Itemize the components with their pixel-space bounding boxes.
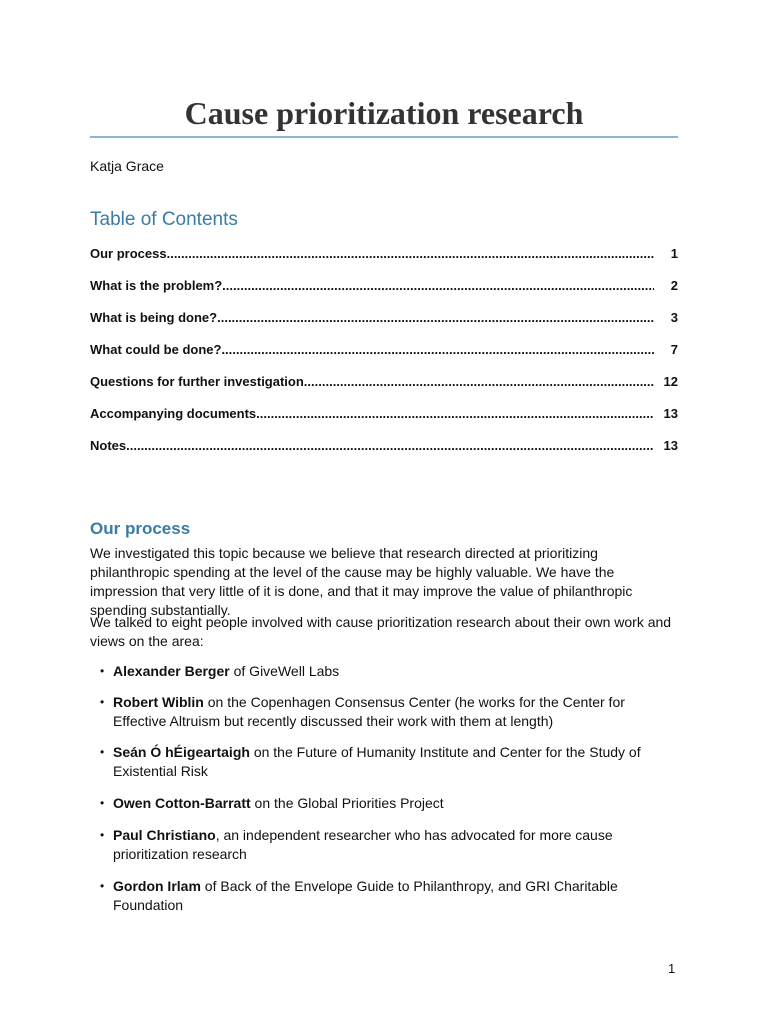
- list-item: [90, 794, 678, 813]
- toc-entry-questions[interactable]: [90, 373, 678, 405]
- toc-leader-dots: [304, 373, 654, 391]
- toc-leader-dots: [217, 309, 654, 327]
- bullet-icon: •: [100, 828, 105, 842]
- list-item: [90, 877, 678, 915]
- toc-entry-accompanying-documents[interactable]: [90, 405, 678, 437]
- toc-leader-dots: [221, 341, 654, 359]
- toc-entry-what-is-being-done[interactable]: [90, 309, 678, 341]
- toc-leader-dots: [222, 277, 654, 295]
- toc-entry-label: What could be done?: [90, 342, 222, 357]
- person-description: of GiveWell Labs: [229, 663, 340, 679]
- bullet-icon: •: [100, 664, 105, 678]
- author-name: Katja Grace: [90, 158, 164, 174]
- toc-entry-label: What is the problem?: [90, 278, 223, 293]
- bullet-icon: •: [100, 695, 105, 709]
- person-name: Owen Cotton-Barratt: [113, 795, 251, 811]
- toc-leader-dots: [167, 245, 654, 263]
- person-description: , an independent researcher who has advocated for more cause prioritization research: [113, 827, 613, 862]
- toc-entry-our-process[interactable]: [90, 245, 678, 277]
- toc-entry-label: What is being done?: [90, 310, 218, 325]
- toc-entry-page: 2: [670, 278, 678, 293]
- section-paragraph: We talked to eight people involved with cause prioritization research about their own work and views on the area:: [90, 614, 672, 649]
- table-of-contents: [90, 245, 678, 469]
- toc-entry-label: Questions for further investigation: [90, 374, 304, 389]
- list-item: [90, 743, 678, 781]
- list-item: [90, 662, 678, 681]
- toc-entry-page: 3: [670, 310, 678, 325]
- toc-entry-page: 1: [670, 246, 678, 261]
- person-description: on the Copenhagen Consensus Center (he works for the Center for Effective Altruism but recently discussed their work with them at length): [113, 694, 625, 729]
- section-heading-our-process: Our process: [90, 519, 191, 538]
- toc-leader-dots: [126, 437, 654, 455]
- person-description: of Back of the Envelope Guide to Philanthropy, and GRI Charitable Foundation: [113, 878, 618, 913]
- title-divider: [90, 136, 678, 138]
- person-description: on the Future of Humanity Institute and Center for the Study of Existential Risk: [113, 744, 641, 779]
- person-name: Gordon Irlam: [113, 878, 201, 894]
- person-name: Robert Wiblin: [113, 694, 204, 710]
- person-name: Paul Christiano: [113, 827, 216, 843]
- toc-entry-label: Our process: [90, 246, 167, 261]
- person-name: Alexander Berger: [113, 663, 230, 679]
- toc-entry-page: 12: [663, 374, 678, 389]
- person-name: Seán Ó hÉigeartaigh: [113, 744, 250, 760]
- toc-entry-what-is-the-problem[interactable]: [90, 277, 678, 309]
- list-item: [90, 693, 678, 731]
- toc-entry-label: Accompanying documents: [90, 406, 257, 421]
- toc-entry-page: 13: [663, 438, 678, 453]
- document-title: Cause prioritization research: [184, 95, 584, 131]
- toc-leader-dots: [256, 405, 654, 423]
- toc-entry-label: Notes: [90, 438, 127, 453]
- person-description: on the Global Priorities Project: [250, 795, 444, 811]
- bullet-icon: •: [100, 796, 105, 810]
- page-number: 1: [668, 961, 676, 976]
- toc-entry-page: 7: [670, 342, 678, 357]
- bullet-icon: •: [100, 745, 105, 759]
- bullet-icon: •: [100, 879, 105, 893]
- toc-entry-page: 13: [663, 406, 678, 421]
- toc-entry-what-could-be-done[interactable]: [90, 341, 678, 373]
- interviewee-list: [90, 662, 678, 915]
- list-item: [90, 826, 678, 864]
- toc-heading: Table of Contents: [90, 209, 238, 230]
- toc-entry-notes[interactable]: [90, 437, 678, 469]
- section-paragraph: We investigated this topic because we believe that research directed at prioritizing philanthropic spending at the level of the cause may be highly valuable. We have the impression that very little of it is done, and that it may improve the value of philanthropic spending substantially.: [90, 545, 633, 618]
